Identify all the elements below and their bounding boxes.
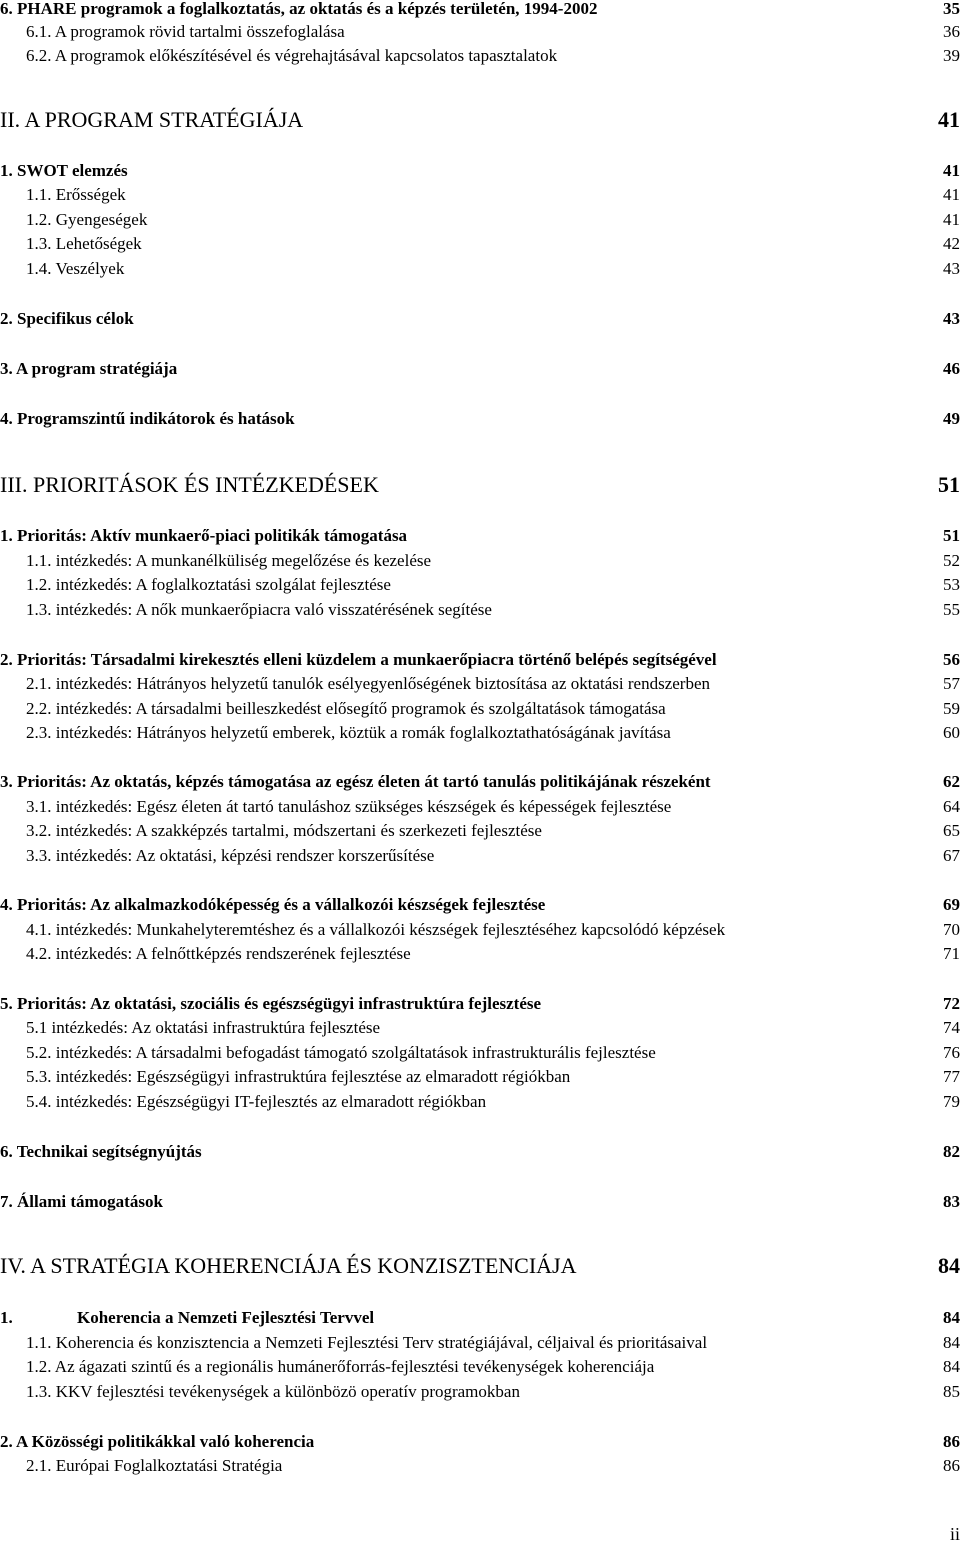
toc-entry-title: 1.1. Erősségek xyxy=(26,185,126,204)
toc-entry-title: 1. Prioritás: Aktív munkaerő-piaci politikák támogatása xyxy=(0,526,408,545)
toc-entry-title: 3.3. intézkedés: Az oktatási, képzési rendszer korszerűsítése xyxy=(26,846,435,865)
toc-entry-page: 86 xyxy=(943,1456,960,1475)
toc-entry-page: 55 xyxy=(943,600,960,619)
toc-entry-page: 69 xyxy=(943,895,960,914)
toc-entry-page: 71 xyxy=(943,944,960,963)
toc-chapter-page: 51 xyxy=(938,472,960,497)
toc-entry-page: 84 xyxy=(943,1357,960,1376)
toc-entry-title: 3. Prioritás: Az oktatás, képzés támogatása az egész életen át tartó tanulás politikájának részeként xyxy=(0,772,711,791)
toc-entry-title: 2. A Közösségi politikákkal való koherencia xyxy=(0,1432,315,1451)
toc-entry-page: 64 xyxy=(943,797,960,816)
toc-entry-page: 53 xyxy=(943,575,960,594)
toc-entry-number: 1. xyxy=(0,1308,13,1327)
toc-entry-title: 1.3. Lehetőségek xyxy=(26,234,142,253)
toc-entry-title: 5.4. intézkedés: Egészségügyi IT-fejlesztés az elmaradott régiókban xyxy=(26,1092,487,1111)
toc-entry-title: 5. Prioritás: Az oktatási, szociális és egészségügyi infrastruktúra fejlesztése xyxy=(0,994,542,1013)
toc-entry-page: 41 xyxy=(943,210,960,229)
toc-entry-page: 56 xyxy=(943,650,960,669)
toc-entry-page: 65 xyxy=(943,821,960,840)
toc-chapter-page: 41 xyxy=(938,107,960,132)
toc-entry-title: 3.1. intézkedés: Egész életen át tartó tanuláshoz szükséges készségek és képességek fejlesztése xyxy=(26,797,672,816)
toc-chapter-title: III. PRIORITÁSOK ÉS INTÉZKEDÉSEK xyxy=(0,472,379,497)
toc-entry-title: 4.1. intézkedés: Munkahelyteremtéshez és a vállalkozói készségek fejlesztéséhez kapcsolódó képzések xyxy=(26,920,726,939)
toc-entry-title: 6. PHARE programok a foglalkoztatás, az oktatás és a képzés területén, 1994-2002 xyxy=(0,0,598,18)
toc-entry-title: 3. A program stratégiája xyxy=(0,359,178,378)
toc-entry-page: 59 xyxy=(943,699,960,718)
toc-entry-title: 4.2. intézkedés: A felnőttképzés rendszerének fejlesztése xyxy=(26,944,411,963)
toc-entry-page: 74 xyxy=(943,1018,960,1037)
toc-entry-title: Koherencia a Nemzeti Fejlesztési Tervvel xyxy=(77,1308,375,1327)
toc-entry-page: 84 xyxy=(943,1308,960,1327)
toc-entry-title: 2.2. intézkedés: A társadalmi beilleszkedést elősegítő programok és szolgáltatások támogatása xyxy=(26,699,666,718)
toc-entry-page: 83 xyxy=(943,1192,960,1211)
toc-entry-page: 76 xyxy=(943,1043,960,1062)
toc-entry-page: 39 xyxy=(943,46,960,65)
toc-entry-page: 62 xyxy=(943,772,960,791)
toc-entry-title: 1.1. intézkedés: A munkanélküliség megelőzése és kezelése xyxy=(26,551,432,570)
toc-entry-title: 1.3. intézkedés: A nők munkaerőpiacra való visszatérésének segítése xyxy=(26,600,492,619)
toc-entry-page: 60 xyxy=(943,723,960,742)
toc-entry-title: 5.3. intézkedés: Egészségügyi infrastruktúra fejlesztése az elmaradott régiókban xyxy=(26,1067,571,1086)
toc-entry-page: 41 xyxy=(943,185,960,204)
toc-entry-title: 2.1. Európai Foglalkoztatási Stratégia xyxy=(26,1456,283,1475)
toc-entry-title: 7. Állami támogatások xyxy=(0,1192,163,1211)
toc-entry-title: 2.1. intézkedés: Hátrányos helyzetű tanulók esélyegyenlőségének biztosítása az oktatási rendszerben xyxy=(26,674,711,693)
toc-entry-title: 2.3. intézkedés: Hátrányos helyzetű emberek, köztük a romák foglalkoztathatóságának javítása xyxy=(26,723,671,742)
toc-entry-title: 1.3. KKV fejlesztési tevékenységek a különbözö operatív programokban xyxy=(26,1382,520,1401)
toc-entry-page: 42 xyxy=(943,234,960,253)
toc-entry-title: 6.2. A programok előkészítésével és végrehajtásával kapcsolatos tapasztalatok xyxy=(26,46,558,65)
toc-entry-page: 72 xyxy=(943,994,960,1013)
toc-entry-title: 6.1. A programok rövid tartalmi összefoglalása xyxy=(26,22,345,41)
toc-chapter-title: II. A PROGRAM STRATÉGIÁJA xyxy=(0,107,304,132)
toc-entry-title: 5.2. intézkedés: A társadalmi befogadást támogató szolgáltatások infrastrukturális fejlesztése xyxy=(26,1043,656,1062)
toc-entry-page: 85 xyxy=(943,1382,960,1401)
toc-entry-title: 4. Prioritás: Az alkalmazkodóképesség és a vállalkozói készségek fejlesztése xyxy=(0,895,546,914)
toc-entry-title: 1.2. Az ágazati szintű és a regionális humánerőforrás-fejlesztési tevékenységek koherenciája xyxy=(26,1357,655,1376)
toc-entry-page: 43 xyxy=(943,309,960,328)
toc-entry-title: 1.1. Koherencia és konzisztencia a Nemzeti Fejlesztési Terv stratégiájával, céljaival és prioritásaival xyxy=(26,1333,708,1352)
toc-entry-page: 67 xyxy=(943,846,960,865)
toc-entry-title: 5.1 intézkedés: Az oktatási infrastruktúra fejlesztése xyxy=(26,1018,381,1037)
toc-entry-page: 52 xyxy=(943,551,960,570)
toc-entry-page: 46 xyxy=(943,359,960,378)
toc-entry-page: 36 xyxy=(943,22,960,41)
toc-entry-page: 57 xyxy=(943,674,960,693)
toc-entry-title: 1. SWOT elemzés xyxy=(0,161,128,180)
toc-entry-title: 1.2. Gyengeségek xyxy=(26,210,148,229)
toc-entry-page: 77 xyxy=(943,1067,960,1086)
toc-entry-title: 6. Technikai segítségnyújtás xyxy=(0,1142,202,1161)
toc-entry-page: 51 xyxy=(943,526,960,545)
toc-entry-title: 2. Specifikus célok xyxy=(0,309,134,328)
toc-entry-title: 1.2. intézkedés: A foglalkoztatási szolgálat fejlesztése xyxy=(26,575,391,594)
toc-chapter-page: 84 xyxy=(938,1253,960,1278)
toc-entry-title: 4. Programszintű indikátorok és hatások xyxy=(0,409,295,428)
toc-entry-page: 35 xyxy=(943,0,960,18)
toc-entry-page: 70 xyxy=(943,920,960,939)
toc-entry-page: 49 xyxy=(943,409,960,428)
toc-entry-title: 3.2. intézkedés: A szakképzés tartalmi, módszertani és szerkezeti fejlesztése xyxy=(26,821,542,840)
toc-entry-page: 84 xyxy=(943,1333,960,1352)
toc-entry-page: 43 xyxy=(943,259,960,278)
toc-entry-page: 82 xyxy=(943,1142,960,1161)
toc-entry-page: 86 xyxy=(943,1432,960,1451)
page-number: ii xyxy=(949,1524,960,1544)
toc-chapter-title: IV. A STRATÉGIA KOHERENCIÁJA ÉS KONZISZTENCIÁJA xyxy=(0,1253,577,1278)
toc-entry-page: 41 xyxy=(943,161,960,180)
toc-entry-title: 1.4. Veszélyek xyxy=(26,259,125,278)
toc-entry-title: 2. Prioritás: Társadalmi kirekesztés elleni küzdelem a munkaerőpiacra történő belépés segítségével xyxy=(0,650,717,669)
toc-entry-page: 79 xyxy=(943,1092,960,1111)
